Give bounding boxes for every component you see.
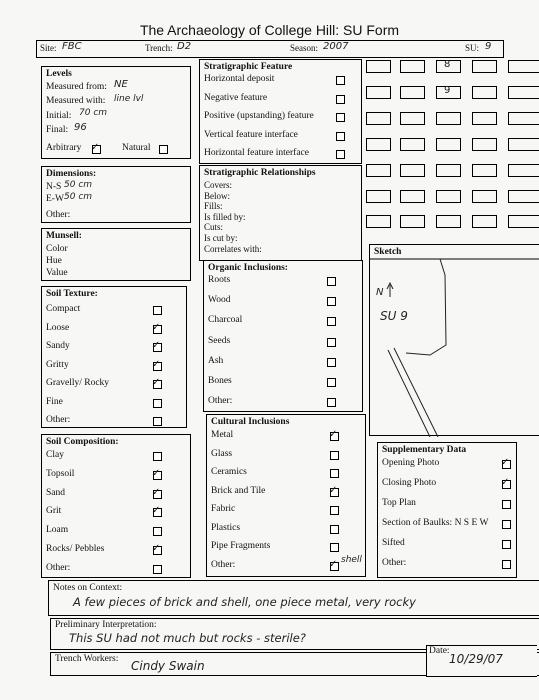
organic-item-label: Ash [208, 355, 224, 366]
organic-item-label: Bones [208, 376, 232, 386]
supplementary-item-label: Top Plan [382, 498, 416, 508]
grid-cell[interactable] [400, 60, 425, 73]
site-value[interactable]: FBC [62, 41, 82, 52]
su-value[interactable]: 9 [485, 41, 492, 52]
soil-composition-item-label: Clay [46, 450, 64, 460]
cultural-check-mark: ✓ [329, 429, 338, 440]
initial-label: Initial: [46, 111, 72, 121]
date-label: Date: [429, 646, 450, 656]
strat-relationships-section [199, 165, 362, 261]
season-label: Season: [290, 43, 318, 53]
strat-feature-checkbox[interactable] [336, 76, 345, 85]
organic-checkbox[interactable] [327, 297, 336, 306]
supplementary-item-label: Sifted [382, 538, 405, 548]
soil-composition-item-label: Sand [46, 487, 65, 498]
strat-relationship-label: Cuts: [204, 222, 224, 233]
munsell-hue-label: Hue [46, 256, 62, 266]
soil-texture-checkbox[interactable] [153, 306, 162, 315]
cultural-item-label: Glass [211, 448, 233, 459]
final-value[interactable]: 96 [74, 122, 87, 133]
cultural-item-label: Other: [211, 559, 236, 570]
notes-value[interactable]: A few pieces of brick and shell, one piece metal, very rocky [73, 595, 416, 609]
grid-cell[interactable] [508, 138, 539, 151]
grid-cell[interactable] [400, 86, 425, 99]
grid-cell[interactable] [508, 190, 539, 203]
soil-texture-heading: Soil Texture: [46, 289, 98, 299]
grid-cell[interactable] [400, 164, 425, 177]
trench-value[interactable]: D2 [177, 41, 192, 52]
grid-number: 9 [444, 85, 451, 96]
grid-cell[interactable] [366, 190, 391, 203]
supplementary-item-label: Section of Baulks: N S E W [382, 518, 489, 528]
soil-composition-item-label: Rocks/ Pebbles [46, 544, 105, 554]
soil-texture-check-mark: ✓ [152, 377, 161, 388]
cultural-item-label: Plastics [211, 522, 241, 533]
measured-from-value[interactable]: NE [114, 79, 128, 90]
grid-cell[interactable] [436, 215, 461, 228]
ew-label: E-W [46, 194, 64, 204]
strat-relationships-heading: Stratigraphic Relationships [204, 168, 316, 178]
grid-cell[interactable] [400, 215, 425, 228]
trench-label: Trench: [145, 43, 173, 53]
soil-texture-item-label: Gravelly/ Rocky [46, 378, 110, 388]
grid-cell[interactable] [472, 138, 497, 151]
organic-checkbox[interactable] [327, 277, 336, 286]
date-value[interactable]: 10/29/07 [449, 652, 503, 666]
organic-checkbox[interactable] [327, 358, 336, 367]
strat-relationship-label: Correlates with: [204, 243, 262, 254]
organic-checkbox[interactable] [327, 378, 336, 387]
soil-composition-item-label: Other: [46, 562, 71, 573]
supplementary-check-mark: ✓ [501, 477, 510, 488]
soil-texture-item-label: Sandy [46, 341, 70, 351]
cultural-item-label: Ceramics [211, 467, 247, 477]
strat-relationship-label: Is filled by: [204, 211, 246, 222]
strat-feature-item-label: Negative feature [204, 92, 268, 103]
strat-feature-item-label: Positive (upstanding) feature [204, 111, 314, 121]
cultural-checkbox[interactable] [330, 543, 339, 552]
soil-composition-check-mark: ✓ [152, 486, 161, 498]
grid-number: 8 [444, 59, 451, 70]
form-title: The Archaeology of College Hill: SU Form [139, 22, 400, 38]
grid-cell[interactable] [400, 112, 425, 125]
dimensions-other-label: Other: [46, 210, 71, 220]
soil-composition-checkbox[interactable] [153, 527, 162, 536]
workers-label: Trench Workers: [55, 654, 119, 664]
grid-cell[interactable] [366, 138, 391, 151]
sketch-heading: Sketch [374, 247, 402, 257]
dimensions-heading: Dimensions: [46, 169, 97, 179]
grid-cell[interactable] [366, 112, 391, 125]
grid-cell[interactable] [472, 112, 497, 125]
grid-cell[interactable] [508, 60, 539, 73]
grid-cell[interactable] [366, 215, 391, 228]
strat-feature-heading: Stratigraphic Feature [204, 62, 293, 72]
supplementary-section [377, 442, 517, 578]
grid-cell[interactable] [472, 86, 497, 99]
soil-composition-item-label: Grit [46, 506, 62, 517]
strat-feature-section [199, 59, 362, 164]
sketch-north-label: N [376, 287, 384, 298]
grid-cell[interactable] [472, 215, 497, 228]
measured-with-value[interactable]: line lvl [114, 94, 144, 104]
sketch-section [369, 244, 539, 436]
soil-texture-item-label: Loose [46, 322, 70, 333]
supplementary-checkbox[interactable] [502, 500, 511, 509]
dimensions-section [41, 166, 191, 223]
initial-value[interactable]: 70 cm [79, 108, 108, 118]
grid-cell[interactable] [508, 215, 539, 228]
organic-checkbox[interactable] [327, 317, 336, 326]
grid-cell[interactable] [472, 164, 497, 177]
date-box [426, 645, 537, 677]
soil-texture-item-label: Compact [46, 304, 81, 314]
grid-cell[interactable] [400, 190, 425, 203]
supplementary-item-label: Opening Photo [382, 458, 440, 468]
cultural-check-mark: ✓ [329, 558, 338, 570]
cultural-inclusions-section [206, 414, 366, 577]
site-label: Site: [40, 43, 57, 53]
soil-composition-check-mark: ✓ [152, 467, 161, 479]
soil-texture-check-mark: ✓ [152, 340, 161, 351]
organic-item-label: Charcoal [208, 315, 243, 326]
strat-feature-item-label: Horizontal feature interface [204, 148, 309, 158]
organic-item-label: Other: [208, 396, 233, 407]
grid-cell[interactable] [366, 60, 391, 73]
cultural-other-value[interactable]: shell [341, 555, 362, 565]
sketch-su-label: SU 9 [380, 309, 408, 323]
cultural-item-label: Fabric [211, 504, 236, 514]
grid-cell[interactable] [508, 164, 539, 177]
soil-texture-check-mark: ✓ [152, 321, 161, 333]
soil-texture-item-label: Other: [46, 415, 71, 425]
organic-checkbox[interactable] [327, 338, 336, 347]
grid-cell[interactable] [366, 86, 391, 99]
cultural-item-label: Pipe Fragments [211, 541, 271, 551]
soil-composition-item-label: Topsoil [46, 468, 75, 479]
soil-texture-item-label: Gritty [46, 359, 69, 370]
measured-with-label: Measured with: [46, 96, 106, 106]
final-label: Final: [46, 125, 69, 135]
munsell-color-label: Color [46, 244, 68, 254]
grid-cell[interactable] [366, 164, 391, 177]
sketch-drawing [370, 245, 539, 437]
munsell-value-label: Value [46, 268, 68, 278]
organic-inclusions-section [203, 260, 363, 412]
soil-composition-item-label: Loam [46, 525, 69, 536]
supplementary-heading: Supplementary Data [382, 445, 467, 455]
interpretation-label: Preliminary Interpretation: [55, 620, 157, 630]
organic-item-label: Seeds [208, 335, 231, 346]
soil-texture-checkbox[interactable] [153, 399, 162, 408]
strat-relationship-label: Below: [204, 190, 230, 201]
levels-heading: Levels [46, 69, 72, 79]
grid-cell[interactable] [400, 138, 425, 151]
header-bar [36, 40, 504, 58]
supplementary-checkbox[interactable] [502, 560, 511, 569]
cultural-check-mark: ✓ [329, 484, 338, 496]
notes-label: Notes on Context: [53, 583, 123, 593]
soil-composition-checkbox[interactable] [153, 452, 162, 461]
arbitrary-check-mark: ✓ [91, 142, 100, 153]
organic-item-label: Wood [208, 295, 231, 306]
munsell-section [41, 228, 191, 281]
grid-cell[interactable] [436, 190, 461, 203]
supplementary-item-label: Closing Photo [382, 478, 437, 488]
workers-value[interactable]: Cindy Swain [131, 659, 205, 673]
soil-composition-heading: Soil Composition: [46, 437, 119, 447]
soil-composition-checkbox[interactable] [153, 565, 162, 574]
ew-value[interactable]: 50 cm [64, 192, 93, 202]
strat-feature-checkbox[interactable] [336, 132, 345, 141]
soil-texture-item-label: Fine [46, 396, 63, 407]
ns-label: N-S [46, 182, 62, 192]
strat-relationship-label: Is cut by: [204, 233, 238, 243]
notes-section [48, 580, 539, 616]
soil-texture-checkbox[interactable] [153, 417, 162, 426]
grid-cell[interactable] [472, 190, 497, 203]
organic-heading: Organic Inclusions: [208, 263, 288, 273]
ns-value[interactable]: 50 cm [64, 180, 93, 190]
organic-item-label: Roots [208, 275, 231, 285]
strat-feature-checkbox[interactable] [336, 113, 345, 122]
supplementary-check-mark: ✓ [501, 457, 510, 468]
grid-cell[interactable] [436, 138, 461, 151]
soil-composition-check-mark: ✓ [152, 543, 161, 554]
cultural-checkbox[interactable] [330, 469, 339, 478]
cultural-item-label: Brick and Tile [211, 485, 266, 496]
supplementary-checkbox[interactable] [502, 540, 511, 549]
soil-composition-check-mark: ✓ [152, 505, 161, 517]
strat-feature-checkbox[interactable] [336, 95, 345, 104]
grid-cell[interactable] [508, 112, 539, 125]
strat-relationship-label: Covers: [204, 180, 232, 190]
strat-feature-checkbox[interactable] [336, 150, 345, 159]
cultural-checkbox[interactable] [330, 525, 339, 534]
cultural-heading: Cultural Inclusions [211, 417, 290, 427]
levels-section [41, 66, 191, 159]
cultural-item-label: Metal [211, 430, 234, 440]
workers-section [50, 646, 539, 676]
supplementary-checkbox[interactable] [502, 520, 511, 529]
strat-feature-item-label: Vertical feature interface [204, 129, 298, 140]
grid-cell[interactable] [472, 60, 497, 73]
strat-relationship-label: Fills: [204, 201, 223, 212]
strat-feature-item-label: Horizontal deposit [204, 74, 275, 84]
organic-checkbox[interactable] [327, 398, 336, 407]
interpretation-value[interactable]: This SU had not much but rocks - sterile? [69, 631, 306, 645]
soil-texture-section [41, 286, 187, 428]
supplementary-item-label: Other: [382, 558, 407, 568]
season-value[interactable]: 2007 [323, 41, 349, 52]
cultural-checkbox[interactable] [330, 451, 339, 460]
cultural-checkbox[interactable] [330, 506, 339, 515]
arbitrary-label: Arbitrary [46, 143, 82, 153]
natural-checkbox[interactable] [159, 145, 168, 154]
measured-from-label: Measured from: [46, 82, 107, 92]
natural-label: Natural [122, 143, 151, 153]
soil-texture-check-mark: ✓ [152, 358, 161, 370]
soil-composition-section [41, 434, 191, 578]
munsell-heading: Munsell: [46, 231, 82, 241]
su-label: SU: [465, 43, 480, 53]
grid-cell[interactable] [436, 164, 461, 177]
grid-cell[interactable] [508, 86, 539, 99]
grid-cell[interactable] [436, 112, 461, 125]
